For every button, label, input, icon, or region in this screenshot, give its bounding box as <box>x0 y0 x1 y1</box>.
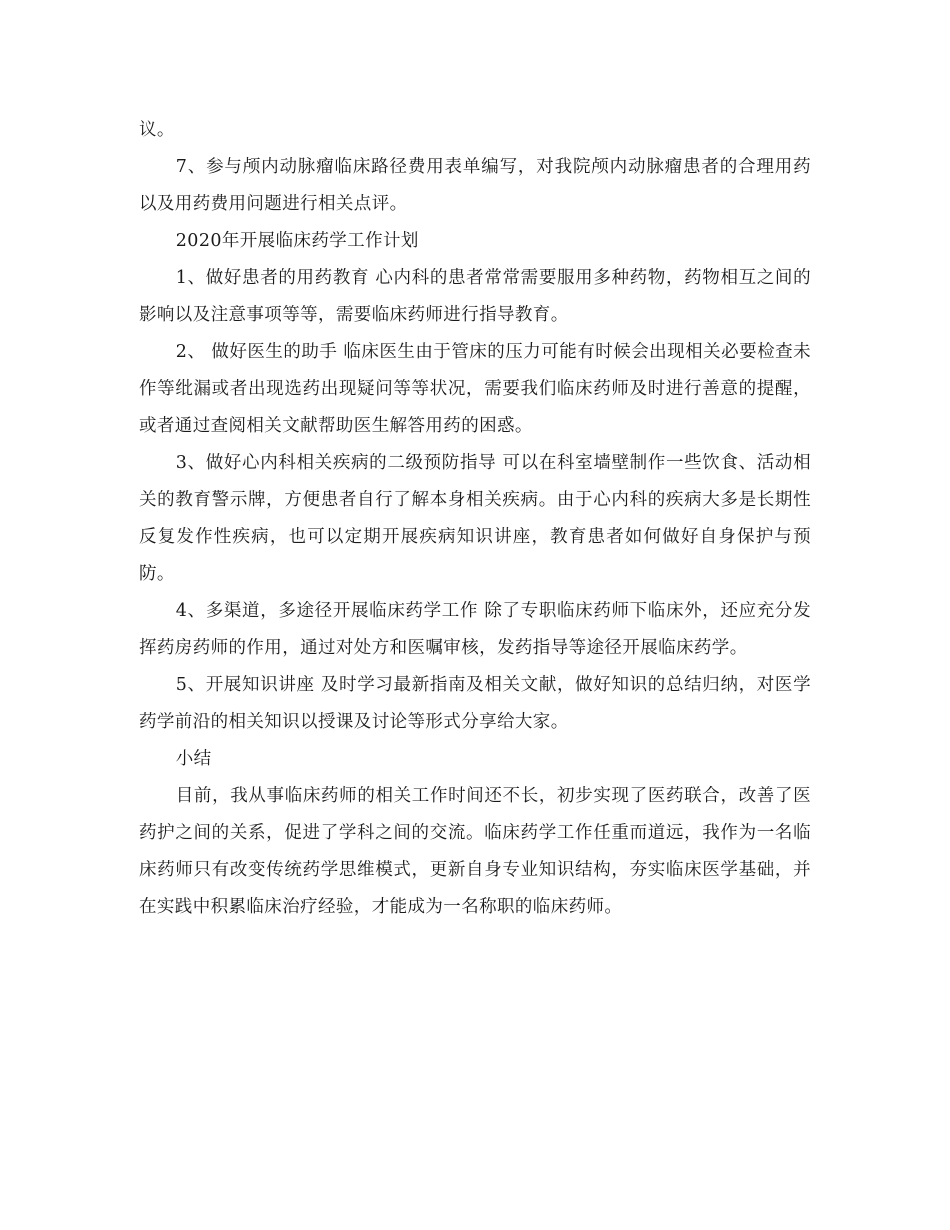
section-heading-summary: 小结 <box>175 749 212 769</box>
paragraph-item-5: 5、开展知识讲座 及时学习最新指南及相关文献，做好知识的总结归纳，对医学药学前沿的相关知识以授课及讨论等形式分享给大家。 <box>139 675 811 732</box>
paragraph-item-1: 1、做好患者的用药教育 心内科的患者常常需要服用多种药物，药物相互之间的影响以及注意事项等等，需要临床药师进行指导教育。 <box>139 268 811 325</box>
paragraph-item-4: 4、多渠道，多途径开展临床药学工作 除了专职临床药师下临床外，还应充分发挥药房药师的作用，通过对处方和医嘱审核，发药指导等途径开展临床药学。 <box>139 601 811 658</box>
document-body <box>139 112 811 926</box>
paragraph-item-3: 3、做好心内科相关疾病的二级预防指导 可以在科室墙壁制作一些饮食、活动相关的教育警示牌，方便患者自行了解本身相关疾病。由于心内科的疾病大多是长期性反复发作性疾病，也可以定期开展疾病知识讲座，教育患者如何做好自身保护与预防。 <box>139 453 811 584</box>
section-heading-plan: 2020年开展临床药学工作计划 <box>175 231 419 251</box>
paragraph-summary: 目前，我从事临床药师的相关工作时间还不长，初步实现了医药联合，改善了医药护之间的关系，促进了学科之间的交流。临床药学工作任重而道远，我作为一名临床药师只有改变传统药学思维模式，更新自身专业知识结构，夯实临床医学基础，并在实践中积累临床治疗经验，才能成为一名称职的临床药师。 <box>139 786 811 917</box>
paragraph-item-2: 2、 做好医生的助手 临床医生由于管床的压力可能有时候会出现相关必要检查未作等纰漏或者出现选药出现疑问等等状况，需要我们临床药师及时进行善意的提醒，或者通过查阅相关文献帮助医生解答用药的困惑。 <box>139 342 811 436</box>
paragraph-item-7: 7、参与颅内动脉瘤临床路径费用表单编写，对我院颅内动脉瘤患者的合理用药以及用药费用问题进行相关点评。 <box>139 157 811 214</box>
paragraph-continuation: 议。 <box>139 120 175 140</box>
